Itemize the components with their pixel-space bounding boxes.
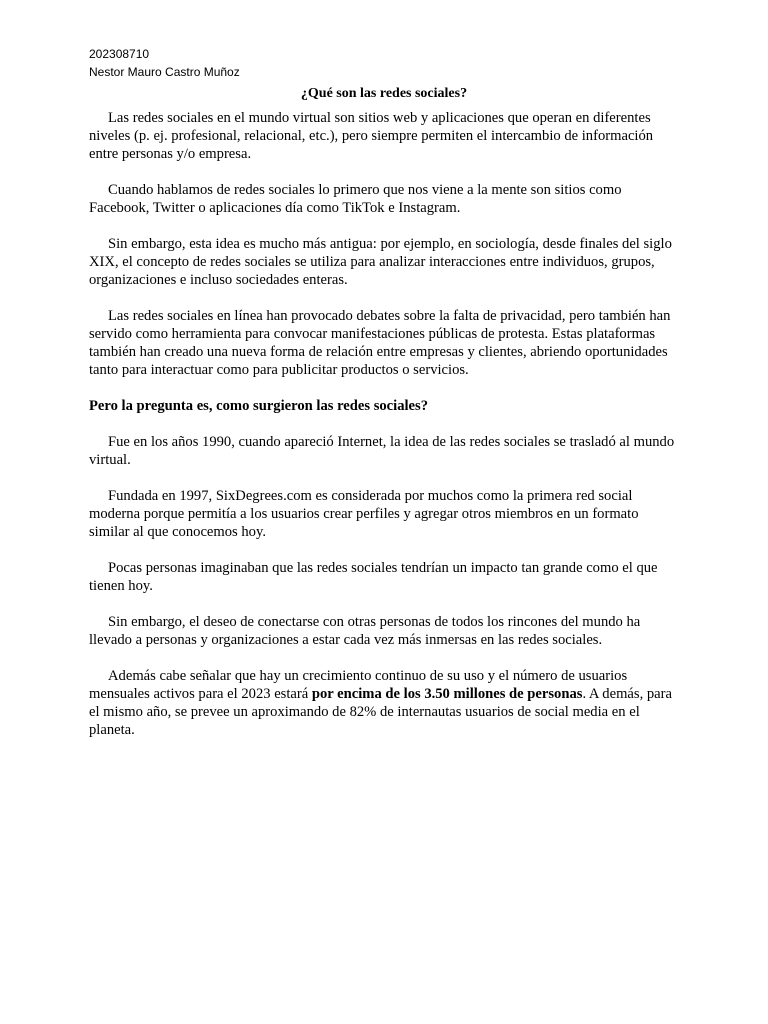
document-page: [89, 45, 679, 739]
paragraph-final: [89, 667, 679, 739]
section-heading: Pero la pregunta es, como surgieron las redes sociales?: [89, 398, 429, 414]
paragraph: Cuando hablamos de redes sociales lo primero que nos viene a la mente son sitios como Facebook, Twitter o aplicaciones día como TikTok e Instagram.: [89, 182, 622, 216]
student-id: 202308710: [89, 47, 150, 61]
paragraph: Pocas personas imaginaban que las redes sociales tendrían un impacto tan grande como el que tienen hoy.: [89, 560, 658, 594]
paragraph: Fundada en 1997, SixDegrees.com es considerada por muchos como la primera red social moderna porque permitía a los usuarios crear perfiles y agregar otros miembros en un formato similar al que conocemos hoy.: [89, 488, 639, 540]
paragraph: Fue en los años 1990, cuando apareció Internet, la idea de las redes sociales se trasladó al mundo virtual.: [89, 434, 675, 468]
paragraph: Sin embargo, el deseo de conectarse con otras personas de todos los rincones del mundo ha llevado a personas y organizaciones a estar cada vez más inmersas en las redes sociales.: [89, 614, 641, 648]
paragraph: Las redes sociales en línea han provocado debates sobre la falta de privacidad, pero también han servido como herramienta para convocar manifestaciones públicas de protesta. Estas plataformas también han creado una nueva forma de relación entre empresas y clientes, abriendo oportunidades tanto para interactuar como para publicitar productos o servicios.: [89, 308, 671, 378]
document-title: ¿Qué son las redes sociales?: [300, 86, 468, 101]
paragraph-final-start: Además cabe señalar que hay un crecimiento continuo de su uso y el número de usuarios mensuales activos para el 2023 estará: [89, 668, 628, 702]
paragraph: Las redes sociales en el mundo virtual son sitios web y aplicaciones que operan en diferentes niveles (p. ej. profesional, relacional, etc.), pero siempre permiten el intercambio de información entre personas y/o empresa.: [89, 110, 654, 162]
paragraph-final-end: . A demás, para el mismo año, se prevee un aproximando de 82% de internautas usuarios de social media en el planeta.: [89, 686, 673, 738]
highlighted-statistic: por encima de los 3.50 millones de personas: [311, 686, 583, 702]
paragraph: Sin embargo, esta idea es mucho más antigua: por ejemplo, en sociología, desde finales del siglo XIX, el concepto de redes sociales se utiliza para analizar interacciones entre individuos, grupos, organizaciones e incluso sociedades enteras.: [89, 236, 672, 288]
student-name: Nestor Mauro Castro Muñoz: [89, 65, 240, 79]
